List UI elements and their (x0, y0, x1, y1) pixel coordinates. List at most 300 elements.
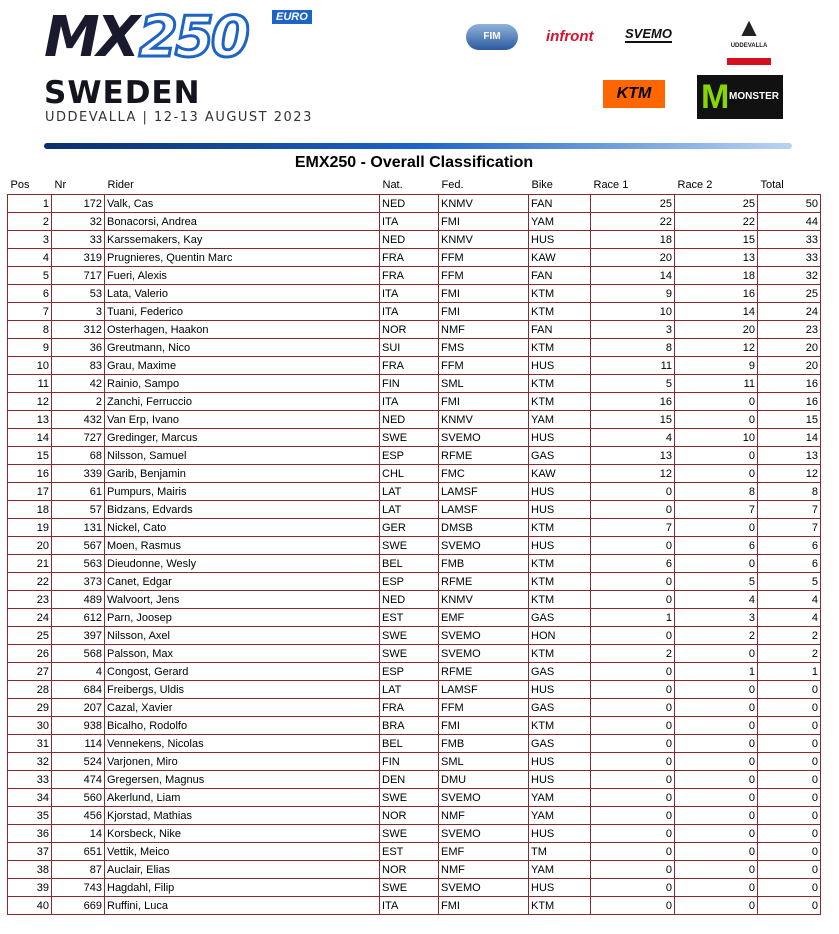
cell-total: 0 (758, 699, 821, 717)
cell-race2: 0 (675, 411, 758, 429)
cell-race1: 0 (591, 807, 675, 825)
ktm-logo: KTM (603, 80, 665, 108)
cell-race2: 0 (675, 771, 758, 789)
cell-race2: 0 (675, 681, 758, 699)
cell-race1: 0 (591, 753, 675, 771)
table-row (8, 285, 821, 303)
column-header-nat: Nat. (380, 176, 439, 195)
cell-race2: 0 (675, 555, 758, 573)
cell-fed: FMS (439, 339, 529, 357)
table-row (8, 663, 821, 681)
cell-nat: NOR (380, 807, 439, 825)
table-row (8, 519, 821, 537)
cell-pos: 26 (8, 645, 52, 663)
cell-rider: Gregersen, Magnus (105, 771, 380, 789)
column-header-rider: Rider (105, 176, 380, 195)
cell-rider: Parn, Joosep (105, 609, 380, 627)
cell-race1: 2 (591, 645, 675, 663)
cell-total: 20 (758, 357, 821, 375)
cell-fed: SML (439, 753, 529, 771)
cell-bike: HUS (529, 483, 591, 501)
logo-euro-badge: EURO (272, 10, 312, 24)
cell-rider: Congost, Gerard (105, 663, 380, 681)
cell-nr: 432 (52, 411, 105, 429)
cell-bike: FAN (529, 321, 591, 339)
cell-pos: 11 (8, 375, 52, 393)
cell-nr: 83 (52, 357, 105, 375)
cell-bike: KTM (529, 591, 591, 609)
table-row (8, 681, 821, 699)
column-header-race2: Race 2 (675, 176, 758, 195)
cell-nr: 560 (52, 789, 105, 807)
cell-race1: 5 (591, 375, 675, 393)
gp-logo-text: UDDEVALLA (730, 43, 768, 49)
cell-nr: 4 (52, 663, 105, 681)
cell-fed: LAMSF (439, 501, 529, 519)
cell-race1: 25 (591, 195, 675, 213)
cell-total: 33 (758, 231, 821, 249)
cell-nat: BEL (380, 735, 439, 753)
cell-race1: 0 (591, 771, 675, 789)
cell-race1: 18 (591, 231, 675, 249)
cell-nr: 684 (52, 681, 105, 699)
cell-rider: Moen, Rasmus (105, 537, 380, 555)
table-row (8, 429, 821, 447)
table-row (8, 537, 821, 555)
infront-logo: infront (546, 28, 594, 45)
cell-race2: 22 (675, 213, 758, 231)
cell-rider: Vennekens, Nicolas (105, 735, 380, 753)
cell-bike: KTM (529, 645, 591, 663)
table-row (8, 339, 821, 357)
cell-race2: 7 (675, 501, 758, 519)
cell-nr: 14 (52, 825, 105, 843)
cell-rider: Grau, Maxime (105, 357, 380, 375)
cell-fed: KNMV (439, 411, 529, 429)
table-row (8, 465, 821, 483)
cell-fed: LAMSF (439, 681, 529, 699)
cell-nr: 651 (52, 843, 105, 861)
cell-pos: 35 (8, 807, 52, 825)
monster-claw-icon: M (701, 78, 730, 116)
cell-rider: Van Erp, Ivano (105, 411, 380, 429)
cell-total: 25 (758, 285, 821, 303)
table-row (8, 393, 821, 411)
cell-pos: 37 (8, 843, 52, 861)
cell-race1: 0 (591, 663, 675, 681)
cell-nr: 57 (52, 501, 105, 519)
cell-nat: BEL (380, 555, 439, 573)
cell-pos: 24 (8, 609, 52, 627)
cell-race2: 0 (675, 645, 758, 663)
cell-fed: EMF (439, 609, 529, 627)
table-row (8, 573, 821, 591)
cell-nr: 743 (52, 879, 105, 897)
cell-nat: SWE (380, 429, 439, 447)
table-row (8, 195, 821, 213)
cell-total: 0 (758, 789, 821, 807)
cell-rider: Karssemakers, Kay (105, 231, 380, 249)
cell-bike: HUS (529, 537, 591, 555)
cell-rider: Bicalho, Rodolfo (105, 717, 380, 735)
cell-rider: Bidzans, Edvards (105, 501, 380, 519)
cell-race2: 0 (675, 897, 758, 915)
cell-total: 0 (758, 861, 821, 879)
cell-race1: 0 (591, 483, 675, 501)
cell-bike: HUS (529, 771, 591, 789)
cell-nat: ITA (380, 897, 439, 915)
cell-fed: FFM (439, 267, 529, 285)
table-row (8, 249, 821, 267)
cell-bike: KTM (529, 303, 591, 321)
cell-fed: SML (439, 375, 529, 393)
cell-rider: Palsson, Max (105, 645, 380, 663)
cell-race1: 14 (591, 267, 675, 285)
cell-race1: 0 (591, 735, 675, 753)
cell-fed: NMF (439, 807, 529, 825)
cell-total: 50 (758, 195, 821, 213)
cell-total: 16 (758, 375, 821, 393)
cell-rider: Rainio, Sampo (105, 375, 380, 393)
cell-race2: 3 (675, 609, 758, 627)
table-row (8, 483, 821, 501)
fim-logo: FIM (466, 24, 518, 50)
cell-nat: LAT (380, 501, 439, 519)
table-body (8, 195, 821, 915)
cell-race2: 0 (675, 843, 758, 861)
cell-pos: 27 (8, 663, 52, 681)
table-header (8, 176, 821, 195)
cell-fed: SVEMO (439, 789, 529, 807)
cell-nr: 397 (52, 627, 105, 645)
cell-bike: HUS (529, 825, 591, 843)
cell-nat: NOR (380, 861, 439, 879)
cell-race1: 0 (591, 627, 675, 645)
cell-pos: 17 (8, 483, 52, 501)
cell-nat: SWE (380, 825, 439, 843)
cell-nat: NED (380, 591, 439, 609)
cell-nr: 938 (52, 717, 105, 735)
cell-fed: FMB (439, 555, 529, 573)
cell-nat: CHL (380, 465, 439, 483)
cell-nat: NED (380, 411, 439, 429)
cell-race1: 0 (591, 591, 675, 609)
cell-nr: 207 (52, 699, 105, 717)
table-row (8, 699, 821, 717)
cell-race1: 1 (591, 609, 675, 627)
cell-nat: ITA (380, 285, 439, 303)
cell-race1: 12 (591, 465, 675, 483)
cell-bike: TM (529, 843, 591, 861)
cell-nat: FRA (380, 249, 439, 267)
cell-nat: BRA (380, 717, 439, 735)
table-row (8, 753, 821, 771)
classification-title: EMX250 - Overall Classification (294, 154, 534, 171)
table-row (8, 213, 821, 231)
cell-bike: FAN (529, 195, 591, 213)
cell-race2: 16 (675, 285, 758, 303)
cell-race1: 0 (591, 717, 675, 735)
event-country: SWEDEN (44, 75, 201, 111)
table-row (8, 501, 821, 519)
table-row (8, 771, 821, 789)
cell-pos: 33 (8, 771, 52, 789)
cell-nr: 339 (52, 465, 105, 483)
cell-total: 13 (758, 447, 821, 465)
table-row (8, 267, 821, 285)
column-header-race1: Race 1 (591, 176, 675, 195)
cell-nr: 717 (52, 267, 105, 285)
cell-fed: SVEMO (439, 879, 529, 897)
cell-bike: GAS (529, 663, 591, 681)
cell-pos: 22 (8, 573, 52, 591)
cell-nr: 42 (52, 375, 105, 393)
cell-nr: 36 (52, 339, 105, 357)
cell-rider: Ruffini, Luca (105, 897, 380, 915)
cell-total: 16 (758, 393, 821, 411)
cell-race1: 0 (591, 501, 675, 519)
cell-bike: HUS (529, 429, 591, 447)
cell-nr: 563 (52, 555, 105, 573)
cell-nr: 612 (52, 609, 105, 627)
cell-nr: 489 (52, 591, 105, 609)
cell-pos: 25 (8, 627, 52, 645)
cell-bike: HUS (529, 681, 591, 699)
cell-race2: 11 (675, 375, 758, 393)
cell-rider: Akerlund, Liam (105, 789, 380, 807)
cell-race1: 0 (591, 681, 675, 699)
cell-total: 0 (758, 753, 821, 771)
cell-total: 7 (758, 501, 821, 519)
cell-race2: 9 (675, 357, 758, 375)
cell-nr: 131 (52, 519, 105, 537)
cell-fed: SVEMO (439, 627, 529, 645)
table-row (8, 843, 821, 861)
cell-rider: Korsbeck, Nike (105, 825, 380, 843)
cell-race2: 25 (675, 195, 758, 213)
cell-total: 4 (758, 591, 821, 609)
cell-fed: FFM (439, 357, 529, 375)
cell-rider: Lata, Valerio (105, 285, 380, 303)
cell-race2: 0 (675, 753, 758, 771)
cell-fed: EMF (439, 843, 529, 861)
cell-nat: EST (380, 609, 439, 627)
header-swoosh-divider (44, 143, 792, 149)
cell-nr: 474 (52, 771, 105, 789)
cell-pos: 39 (8, 879, 52, 897)
cell-bike: KTM (529, 573, 591, 591)
cell-fed: SVEMO (439, 429, 529, 447)
cell-race2: 12 (675, 339, 758, 357)
cell-race1: 0 (591, 537, 675, 555)
cell-race1: 16 (591, 393, 675, 411)
cell-nr: 2 (52, 393, 105, 411)
cell-rider: Cazal, Xavier (105, 699, 380, 717)
cell-race1: 0 (591, 897, 675, 915)
cell-race1: 0 (591, 879, 675, 897)
cell-bike: HUS (529, 753, 591, 771)
cell-pos: 8 (8, 321, 52, 339)
cell-total: 32 (758, 267, 821, 285)
cell-rider: Varjonen, Miro (105, 753, 380, 771)
cell-pos: 5 (8, 267, 52, 285)
cell-pos: 9 (8, 339, 52, 357)
cell-nat: ESP (380, 447, 439, 465)
cell-race1: 22 (591, 213, 675, 231)
table-row (8, 411, 821, 429)
cell-nat: NED (380, 231, 439, 249)
cell-race2: 4 (675, 591, 758, 609)
cell-nat: SWE (380, 627, 439, 645)
cell-pos: 20 (8, 537, 52, 555)
cell-nat: SWE (380, 537, 439, 555)
cell-race1: 8 (591, 339, 675, 357)
table-row (8, 717, 821, 735)
cell-race1: 0 (591, 843, 675, 861)
cell-race1: 10 (591, 303, 675, 321)
cell-total: 20 (758, 339, 821, 357)
table-row (8, 609, 821, 627)
cell-bike: GAS (529, 699, 591, 717)
cell-bike: KTM (529, 717, 591, 735)
column-header-bike: Bike (529, 176, 591, 195)
cell-race2: 1 (675, 663, 758, 681)
table-row (8, 555, 821, 573)
cell-nat: EST (380, 843, 439, 861)
cell-total: 0 (758, 825, 821, 843)
cell-bike: HUS (529, 501, 591, 519)
cell-total: 0 (758, 897, 821, 915)
cell-total: 0 (758, 879, 821, 897)
table-row (8, 645, 821, 663)
cell-rider: Canet, Edgar (105, 573, 380, 591)
cell-nr: 669 (52, 897, 105, 915)
cell-race1: 0 (591, 825, 675, 843)
cell-bike: HUS (529, 231, 591, 249)
table-row (8, 321, 821, 339)
cell-race1: 0 (591, 699, 675, 717)
cell-race1: 4 (591, 429, 675, 447)
cell-nr: 172 (52, 195, 105, 213)
cell-total: 33 (758, 249, 821, 267)
column-header-nr: Nr (52, 176, 105, 195)
cell-rider: Vettik, Meico (105, 843, 380, 861)
cell-bike: HUS (529, 879, 591, 897)
column-header-pos: Pos (8, 176, 52, 195)
cell-total: 23 (758, 321, 821, 339)
cell-rider: Nilsson, Axel (105, 627, 380, 645)
cell-rider: Walvoort, Jens (105, 591, 380, 609)
cell-nr: 727 (52, 429, 105, 447)
cell-bike: YAM (529, 789, 591, 807)
cell-total: 4 (758, 609, 821, 627)
logo-250-text: 250 (138, 5, 247, 70)
mx250-logo (44, 6, 247, 70)
cell-bike: GAS (529, 735, 591, 753)
cell-race1: 6 (591, 555, 675, 573)
cell-nr: 319 (52, 249, 105, 267)
table-row (8, 789, 821, 807)
table-row (8, 231, 821, 249)
cell-fed: RFME (439, 447, 529, 465)
cell-nat: ESP (380, 573, 439, 591)
cell-pos: 40 (8, 897, 52, 915)
cell-fed: NMF (439, 321, 529, 339)
table-row (8, 447, 821, 465)
cell-rider: Garib, Benjamin (105, 465, 380, 483)
cell-pos: 36 (8, 825, 52, 843)
cell-nr: 524 (52, 753, 105, 771)
cell-race1: 13 (591, 447, 675, 465)
cell-total: 8 (758, 483, 821, 501)
cell-rider: Fueri, Alexis (105, 267, 380, 285)
cell-rider: Pumpurs, Mairis (105, 483, 380, 501)
cell-rider: Zanchi, Ferruccio (105, 393, 380, 411)
cell-rider: Gredinger, Marcus (105, 429, 380, 447)
cell-fed: SVEMO (439, 645, 529, 663)
cell-race2: 0 (675, 717, 758, 735)
cell-race1: 0 (591, 861, 675, 879)
cell-pos: 32 (8, 753, 52, 771)
cell-bike: KTM (529, 393, 591, 411)
cell-total: 0 (758, 843, 821, 861)
cell-total: 44 (758, 213, 821, 231)
table-row (8, 627, 821, 645)
cell-race2: 0 (675, 879, 758, 897)
cell-race2: 13 (675, 249, 758, 267)
cell-race2: 15 (675, 231, 758, 249)
cell-total: 14 (758, 429, 821, 447)
cell-nr: 567 (52, 537, 105, 555)
cell-nat: ITA (380, 393, 439, 411)
cell-nat: LAT (380, 681, 439, 699)
cell-fed: KNMV (439, 591, 529, 609)
cell-fed: RFME (439, 663, 529, 681)
cell-race2: 6 (675, 537, 758, 555)
cell-race2: 0 (675, 789, 758, 807)
cell-race2: 0 (675, 735, 758, 753)
cell-fed: FMI (439, 717, 529, 735)
cell-bike: HUS (529, 357, 591, 375)
cell-pos: 3 (8, 231, 52, 249)
cell-pos: 38 (8, 861, 52, 879)
cell-bike: HON (529, 627, 591, 645)
cell-nr: 114 (52, 735, 105, 753)
cell-pos: 16 (8, 465, 52, 483)
cell-race1: 9 (591, 285, 675, 303)
cell-race2: 2 (675, 627, 758, 645)
cell-fed: FMC (439, 465, 529, 483)
cell-bike: FAN (529, 267, 591, 285)
cell-total: 0 (758, 681, 821, 699)
cell-bike: KAW (529, 465, 591, 483)
cell-pos: 34 (8, 789, 52, 807)
cell-nr: 53 (52, 285, 105, 303)
cell-fed: FFM (439, 249, 529, 267)
cell-bike: KTM (529, 897, 591, 915)
cell-fed: FMI (439, 393, 529, 411)
cell-fed: FMB (439, 735, 529, 753)
cell-fed: FMI (439, 285, 529, 303)
cell-race2: 0 (675, 447, 758, 465)
cell-fed: DMSB (439, 519, 529, 537)
cell-nat: ITA (380, 213, 439, 231)
cell-race2: 0 (675, 699, 758, 717)
cell-total: 6 (758, 537, 821, 555)
cell-fed: KNMV (439, 231, 529, 249)
cell-fed: FMI (439, 213, 529, 231)
table-row (8, 825, 821, 843)
